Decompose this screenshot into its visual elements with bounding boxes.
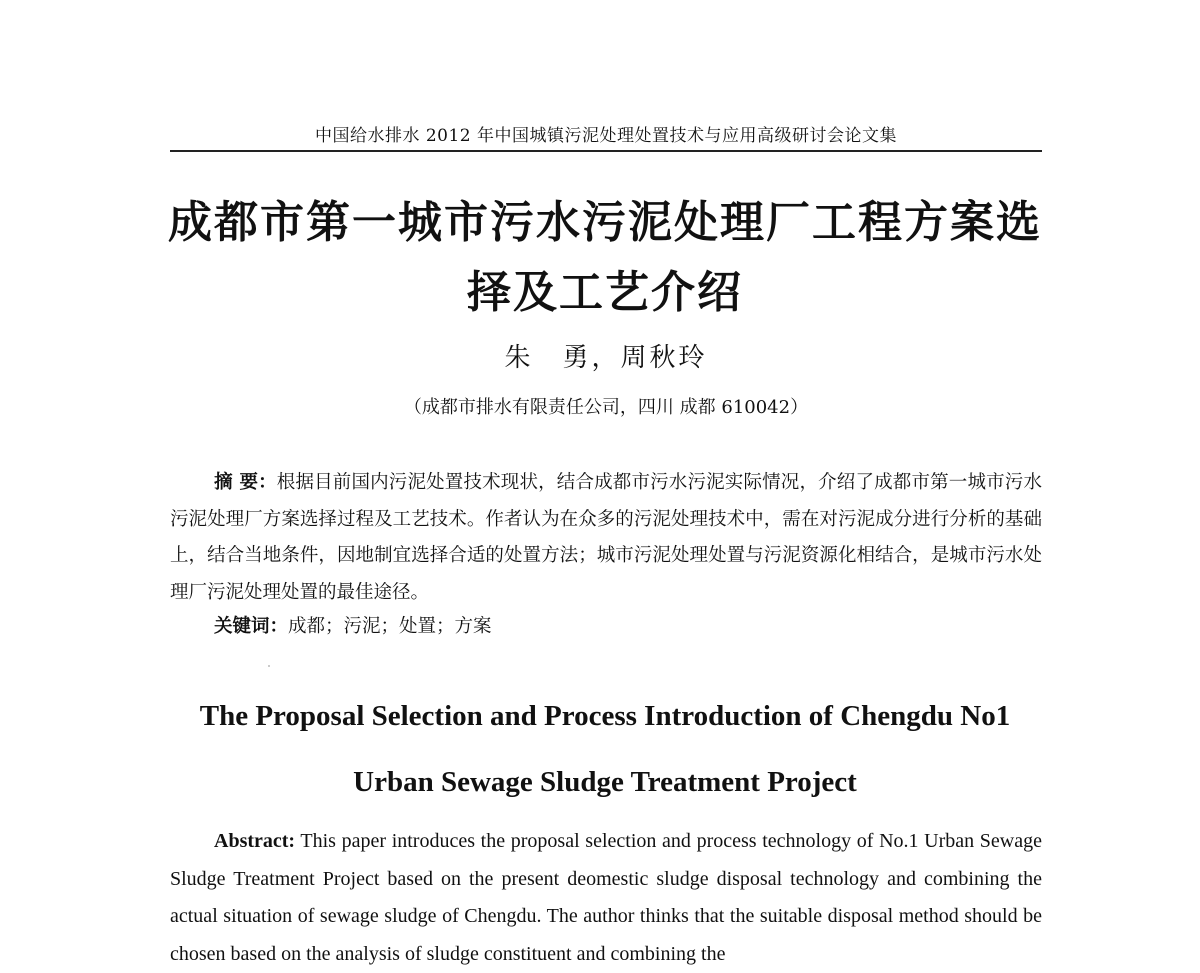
english-abstract-text: This paper introduces the proposal selection and process technology of No.1 Urban Sewage Sludge Treatment Project based on the present deomestic sludge disposal technology and combining the actual situation of sewage sludge of Chengdu. The author thinks that the suitable disposal method should be chosen based on the analysis of sludge constituent and combining the [170, 830, 1043, 965]
keywords-label: 关键词： [214, 616, 289, 637]
chinese-title-line-1: 成都市第一城市污水污泥处理厂工程方案选 [168, 197, 1042, 248]
chinese-title-line-2: 择及工艺介绍 [467, 267, 743, 318]
keywords [214, 611, 1042, 643]
chinese-title [160, 188, 1050, 328]
authors: 朱 勇，周秋玲 [504, 343, 708, 373]
scan-speck [268, 665, 270, 667]
english-abstract-label: Abstract: [214, 830, 296, 852]
chinese-abstract [170, 465, 1042, 611]
running-header: 中国给水排水 2012 年中国城镇污泥处理处置技术与应用高级研讨会论文集 [314, 126, 898, 146]
chinese-abstract-text: 根据目前国内污泥处置技术现状，结合成都市污水污泥实际情况，介绍了成都市第一城市污水污泥处理厂方案选择过程及工艺技术。作者认为在众多的污泥处理技术中，需在对污泥成分进行分析的基础上，结合当地条件，因地制宜选择合适的处置方法；城市污泥处理处置与污泥资源化相结合，是城市污水处理厂污泥处理处置的最佳途径。 [170, 472, 1042, 603]
affiliation: （成都市排水有限责任公司，四川 成都 610042） [403, 397, 809, 418]
english-title-line-1: The Proposal Selection and Process Introduction of Chengdu No1 [199, 700, 1011, 732]
english-title-line-2: Urban Sewage Sludge Treatment Project [353, 766, 857, 798]
english-abstract [170, 823, 1042, 973]
chinese-abstract-label: 摘 要： [214, 472, 277, 493]
header-rule [170, 150, 1042, 152]
keywords-text: 成都；污泥；处置；方案 [288, 616, 492, 637]
